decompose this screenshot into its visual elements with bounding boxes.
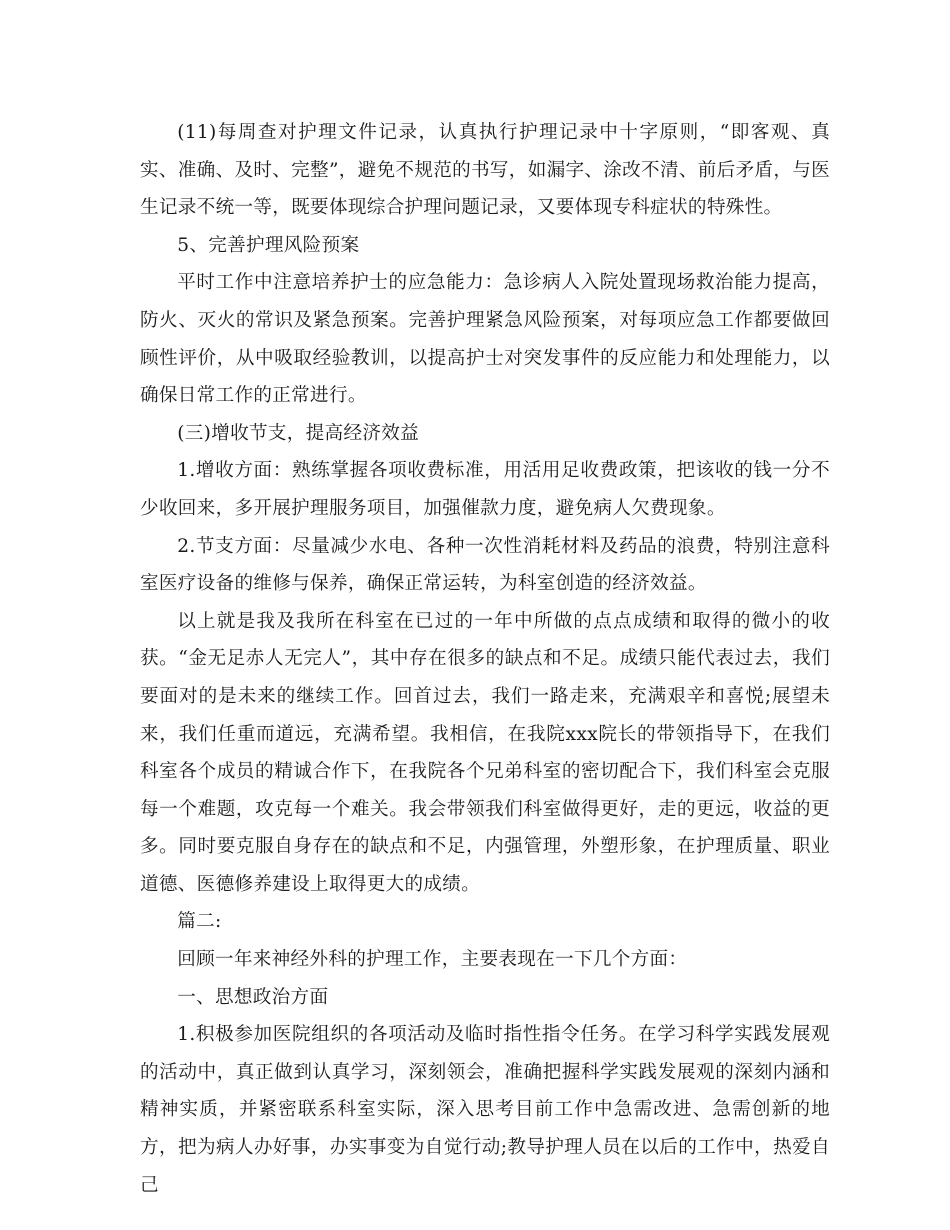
heading-part-two: 篇二: xyxy=(177,911,222,933)
paragraph-increase-revenue: 1.增收方面：熟练掌握各项收费标准，用活用足收费政策，把该收的钱一分不少收回来，多开展护理服务项目，加强催款力度，避免病人欠费现象。 xyxy=(140,460,830,519)
paragraph-record-rules: (11)每周查对护理文件记录，认真执行护理记录中十字原则，“即客观、真实、准确、及时、完整”，避免不规范的书写，如漏字、涂改不清、前后矛盾，与医生记录不统一等，既要体现综合护理问题记录，又要体现专科症状的特殊性。 xyxy=(140,122,830,219)
paragraph-reduce-cost: 2.节支方面：尽量减少水电、各种一次性消耗材料及药品的浪费，特别注意科室医疗设备的维修与保养，确保正常运转，为科室创造的经济效益。 xyxy=(140,535,830,595)
heading-risk-plan: 5、完善护理风险预案 xyxy=(177,234,360,256)
heading-revenue: (三)增收节支，提高经济效益 xyxy=(177,422,420,444)
paragraph-activities: 1.积极参加医院组织的各项活动及临时指性指令任务。在学习科学实践发展观的活动中，真正做到认真学习，深刻领会，准确把握科学实践发展观的深刻内涵和精神实质，并紧密联系科室实际，深入思考目前工作中急需改进、急需创新的地方，把为病人办好事，办实事变为自觉行动;教导护理人员在以后的工作中，热爱自己 xyxy=(140,1024,830,1196)
heading-political-thought: 一、思想政治方面 xyxy=(177,986,329,1008)
document-page xyxy=(140,114,830,1204)
paragraph-summary: 以上就是我及我所在科室在已过的一年中所做的点点成绩和取得的微小的收获。“金无足赤人无完人”，其中存在很多的缺点和不足。成绩只能代表过去，我们要面对的是未来的继续工作。回首过去，我们一路走来，充满艰辛和喜悦;展望未来，我们任重而道远，充满希望。我相信，在我院xxx院长的带领指导下，在我们科室各个成员的精诚合作下，在我院各个兄弟科室的密切配合下，我们科室会克服每一个难题，攻克每一个难关。我会带领我们科室做得更好，走的更远，收益的更多。同时要克服自身存在的缺点和不足，内强管理，外塑形象，在护理质量、职业道德、医德修养建设上取得更大的成绩。 xyxy=(140,610,830,895)
paragraph-emergency-ability: 平时工作中注意培养护士的应急能力：急诊病人入院处置现场救治能力提高，防火、灭火的常识及紧急预案。完善护理紧急风险预案，对每项应急工作都要做回顾性评价，从中吸取经验教训，以提高护士对突发事件的反应能力和处理能力，以确保日常工作的正常进行。 xyxy=(140,272,830,407)
paragraph-review-intro: 回顾一年来神经外科的护理工作，主要表现在一下几个方面： xyxy=(177,949,688,971)
